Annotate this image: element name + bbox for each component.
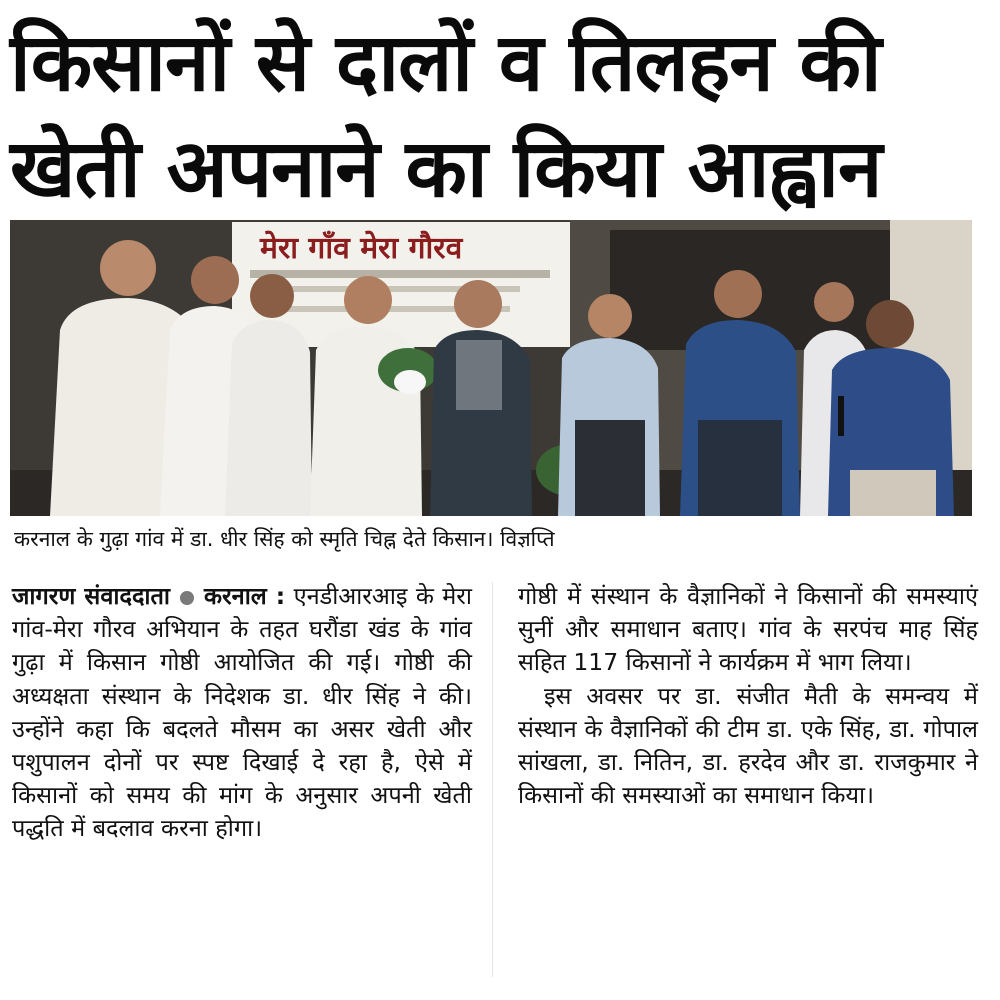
photo-illustration bbox=[10, 220, 972, 516]
banner-title: मेरा गाँव मेरा गौरव bbox=[260, 231, 463, 266]
headline-line-2: खेती अपनाने का किया आह्वान bbox=[10, 122, 882, 215]
headline bbox=[10, 10, 990, 222]
article-column-left bbox=[12, 580, 472, 846]
byline-place: करनाल : bbox=[204, 582, 286, 610]
article-column-right bbox=[518, 580, 978, 812]
byline-dot-icon bbox=[180, 591, 194, 605]
news-photo bbox=[10, 220, 972, 516]
photo-caption: करनाल के गुढ़ा गांव में डा. धीर सिंह को स्मृति चिह्न देते किसान। विज्ञप्ति bbox=[14, 527, 555, 551]
article-left-body: एनडीआरआइ के मेरा गांव-मेरा गौरव अभियान के तहत घरौंडा खंड के गांव गुढ़ा में किसान गोष्ठी आयोजित की गई। गोष्ठी की अध्यक्षता संस्थान के निदेशक डा. धीर सिंह ने की। उन्होंने कहा कि बदलते मौसम का असर खेती और पशुपालन दोनों पर स्पष्ट दिखाई दे रहा है, ऐसे में किसानों को समय की मांग के अनुसार अपनी खेती पद्धति में बदलाव करना होगा। bbox=[12, 582, 472, 843]
byline-agency: जागरण संवाददाता bbox=[12, 582, 170, 610]
article-lead bbox=[12, 580, 472, 846]
article-paragraph-1: गोष्ठी में संस्थान के वैज्ञानिकों ने किसानों की समस्याएं सुनीं और समाधान बताए। गांव के सरपंच माह सिंह सहित 117 किसानों ने कार्यक्रम में भाग लिया। bbox=[518, 582, 978, 677]
article-paragraph-2: इस अवसर पर डा. संजीत मैती के समन्वय में संस्थान के वैज्ञानिकों की टीम डा. एके सिंह, डा. गोपाल सांखला, डा. नितिन, डा. हरदेव और डा. राजकुमार ने किसानों की समस्याओं का समाधान किया। bbox=[518, 681, 978, 810]
column-divider bbox=[492, 582, 493, 977]
headline-line-1: किसानों से दालों व तिलहन की bbox=[10, 16, 881, 109]
